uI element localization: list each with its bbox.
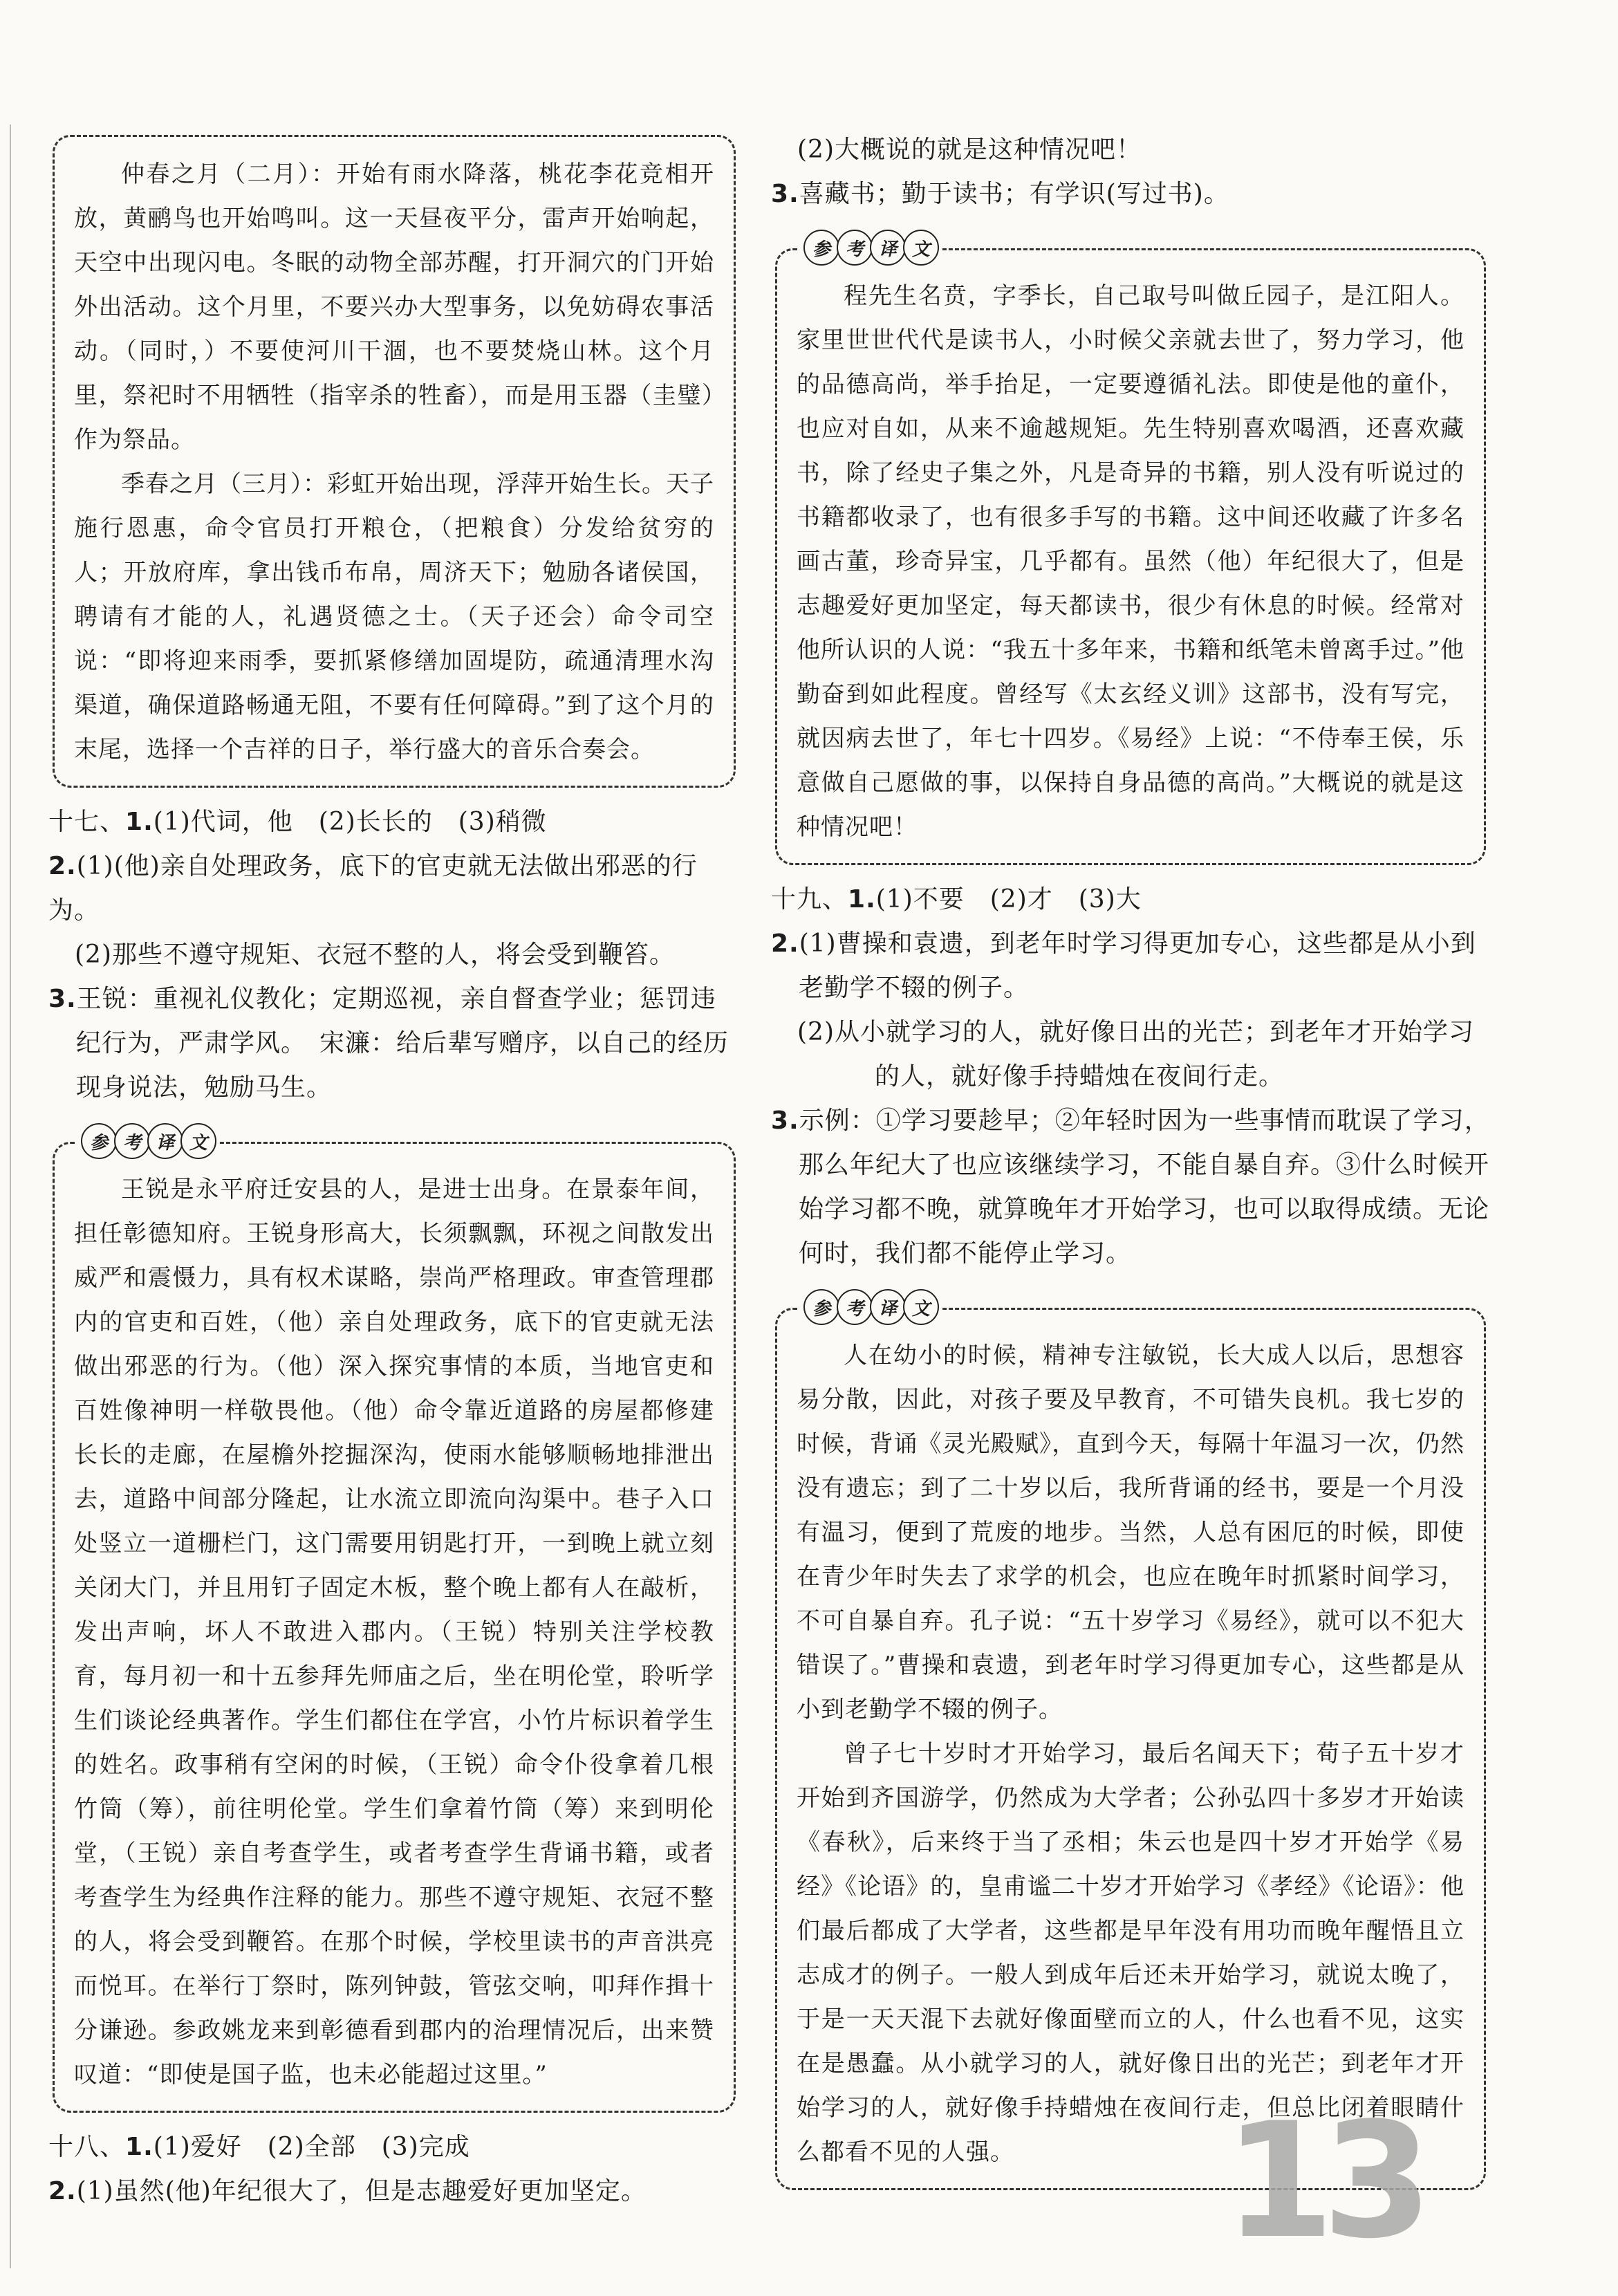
tag-char-3: 译 [147, 1123, 183, 1159]
tag2-char-4: 文 [903, 230, 939, 266]
q19-answer-3: 示例：①学习要趁早；②年轻时因为一些事情而耽误了学习，那么年纪大了也应该继续学习，不能自暴自弃。③什么时候开始学习都不晚，就算晚年才开始学习，也可以取得成绩。无论何时，我们都不能停止学习。 [799, 1107, 1490, 1268]
tag-char-4: 文 [180, 1123, 216, 1159]
tag2-char-2: 考 [837, 230, 873, 266]
frame3-paragraph-1: 程先生名贲，字季长，自己取号叫做丘园子，是江阳人。家里世世代代是读书人，小时候父亲就去世了，努力学习，他的品德高尚，举手抬足，一定要遵循礼法。即使是他的童仆，也应对自如，从来不逾越规矩。先生特别喜欢喝酒，还喜欢藏书，除了经史子集之外，凡是奇异的书籍，别人没有听说过的书籍都收录了，也有很多手写的书籍。这中间还收藏了许多名画古董，珍奇异宝，几乎都有。虽然（他）年纪很大了，但是志趣爱好更加坚定，每天都读书，很少有休息的时候。经常对他所认识的人说：“我五十多年来，书籍和纸笔未曾离手过。”他勤奋到如此程度。曾经写《太玄经义训》这部书，没有写完，就因病去世了，年七十四岁。《易经》上说：“不侍奉王侯，乐意做自己愿做的事，以保持自身品德的高尚。”大概说的就是这种情况吧！ [797, 282, 1464, 841]
q19-line-4 [771, 1099, 1490, 1276]
tag3-char-2: 考 [837, 1289, 873, 1325]
q19-line-1 [771, 878, 1490, 922]
tag2-char-1: 参 [803, 230, 839, 266]
tag2-char-3: 译 [870, 230, 906, 266]
q17-answer-3: 王锐：重视礼仪教化；定期巡视，亲自督查学业；惩罚违纪行为，严肃学风。 宋濂：给后辈写赠序，以自己的经历现身说法，勉励马生。 [76, 985, 729, 1102]
q17-line-3: (2)那些不遵守规矩、衣冠不整的人，将会受到鞭笞。 [75, 941, 675, 969]
q18-cont-line-1: (2)大概说的就是这种情况吧！ [797, 136, 1142, 164]
q19-answer-2: (1)曹操和袁遗，到老年时学习得更加专心，这些都是从小到老勤学不辍的例子。 [799, 929, 1476, 1002]
translation-frame-3 [775, 239, 1486, 865]
q18-line-2 [48, 2169, 740, 2214]
tag3-char-3: 译 [870, 1289, 906, 1325]
tag-char-1: 参 [81, 1123, 117, 1159]
reference-translation-tag [75, 1123, 219, 1159]
q17-line-1 [48, 800, 740, 844]
frame4-paragraph-2: 曾子七十岁时才开始学习，最后名闻天下；荀子五十岁才开始到齐国游学，仍然成为大学者；公孙弘四十多岁才开始读《春秋》，后来终于当了丞相；朱云也是四十岁才开始学《易经》《论语》的，皇甫谧二十岁才开始学习《孝经》《论语》：他们最后都成了大学者，这些都是早年没有用功而晚年醒悟且立志成才的例子。一般人到成年后还未开始学习，就说太晚了，于是一天天混下去就好像面壁而立的人，什么也看不见，这实在是愚蠢。从小就学习的人，就好像日出的光芒；到老年才开始学习的人，就好像手持蜡烛在夜间行走，但总比闭着眼睛什么都看不见的人强。 [797, 1740, 1464, 2166]
q18-num-1: 1. [125, 2133, 154, 2161]
q18-cont-line-2 [771, 172, 1490, 216]
q18-answer-2: (1)虽然(他)年纪很大了，但是志趣爱好更加坚定。 [76, 2177, 647, 2205]
right-column [771, 128, 1490, 2203]
q18-line-1 [48, 2125, 740, 2169]
q18-num-3: 3. [771, 180, 799, 208]
q19-num-3: 3. [771, 1107, 799, 1135]
q19-num-1: 1. [848, 885, 876, 914]
q19-line-3: (2)从小就学习的人，就好像日出的光芒；到老年才开始学习的人，就好像手持蜡烛在夜间行走。 [797, 1018, 1474, 1091]
reference-translation-tag-2 [798, 230, 942, 266]
tag3-char-4: 文 [903, 1289, 939, 1325]
left-column [48, 128, 740, 2214]
page-number: 13 [1224, 2089, 1421, 2274]
q18-answer-3: 喜藏书；勤于读书；有学识(写过书)。 [799, 180, 1229, 208]
q17-answer-2: (1)(他)亲自处理政务，底下的官吏就无法做出邪恶的行为。 [48, 852, 698, 925]
q19-line-2 [771, 922, 1490, 1010]
left-margin-rule [10, 124, 11, 2268]
frame2-paragraph-1: 王锐是永平府迁安县的人，是进士出身。在景泰年间，担任彰德知府。王锐身形高大，长须飘飘，环视之间散发出威严和震慑力，具有权术谋略，崇尚严格理政。审查管理郡内的官吏和百姓，（他）亲自处理政务，底下的官吏就无法做出邪恶的行为。（他）深入探究事情的本质，当地官吏和百姓像神明一样敬畏他。（他）命令靠近道路的房屋都修建长长的走廊，在屋檐外挖掘深沟，使雨水能够顺畅地排泄出去，道路中间部分隆起，让水流立即流向沟渠中。巷子入口处竖立一道栅栏门，这门需要用钥匙打开，一到晚上就立刻关闭大门，并且用钉子固定木板，整个晚上都有人在敲析，发出声响，坏人不敢进入郡内。（王锐）特别关注学校教育，每月初一和十五参拜先师庙之后，坐在明伦堂，聆听学生们谈论经典著作。学生们都住在学宫，小竹片标识着学生的姓名。政事稍有空闲的时候，（王锐）命令仆役拿着几根竹筒（筹），前往明伦堂。学生们拿着竹筒（筹）来到明伦堂，（王锐）亲自考查学生，或者考查学生背诵书籍，或者考查学生为经典作注释的能力。那些不遵守规矩、衣冠不整的人，将会受到鞭笞。在那个时候，学校里读书的声音洪亮而悦耳。在举行丁祭时，陈列钟鼓，管弦交响，叩拜作揖十分谦逊。参政姚龙来到彰德看到郡内的治理情况后，出来赞叹道：“即使是国子监，也未必能超过这里。” [74, 1176, 714, 2089]
q17-num-2: 2. [48, 852, 77, 880]
frame1-paragraph-1: 仲春之月（二月）：开始有雨水降落，桃花李花竞相开放，黄鹂鸟也开始鸣叫。这一天昼夜平分，雷声开始响起，天空中出现闪电。冬眠的动物全部苏醒，打开洞穴的门开始外出活动。这个月里，不要兴办大型事务，以免妨碍农事活动。（同时，）不要使河川干涸，也不要焚烧山林。这个月里，祭祀时不用牺牲（指宰杀的牲畜），而是用玉器（圭璧）作为祭品。 [74, 160, 714, 454]
q17-answer-1: (1)代词，他 (2)长长的 (3)稍微 [153, 808, 547, 836]
q17-num-3: 3. [48, 985, 77, 1013]
q18-num-2: 2. [48, 2177, 77, 2205]
q18-prefix: 十八、 [48, 2133, 126, 2161]
q17-line-4 [48, 977, 740, 1110]
q19-num-2: 2. [771, 929, 799, 958]
frame4-paragraph-1: 人在幼小的时候，精神专注敏锐，长大成人以后，思想容易分散，因此，对孩子要及早教育，不可错失良机。我七岁的时候，背诵《灵光殿赋》，直到今天，每隔十年温习一次，仍然没有遗忘；到了二十岁以后，我所背诵的经书，要是一个月没有温习，便到了荒废的地步。当然，人总有困厄的时候，即使在青少年时失去了求学的机会，也应在晚年时抓紧时间学习，不可自暴自弃。孔子说：“五十岁学习《易经》，就可以不犯大错误了。”曹操和袁遗，到老年时学习得更加专心，这些都是从小到老勤学不辍的例子。 [797, 1342, 1464, 1723]
q17-prefix: 十七、 [48, 808, 126, 836]
translation-frame-1 [53, 135, 736, 788]
q18-answer-1: (1)爱好 (2)全部 (3)完成 [153, 2133, 470, 2161]
frame1-paragraph-2: 季春之月（三月）：彩虹开始出现，浮萍开始生长。天子施行恩惠，命令官员打开粮仓，（把粮食）分发给贫穷的人；开放府库，拿出钱币布帛，周济天下；勉励各诸侯国，聘请有才能的人，礼遇贤德之士。（天子还会）命令司空说：“即将迎来雨季，要抓紧修缮加固堤防，疏通清理水沟渠道，确保道路畅通无阻，不要有任何障碍。”到了这个月的末尾，选择一个吉祥的日子，举行盛大的音乐合奏会。 [74, 470, 714, 763]
q19-prefix: 十九、 [771, 885, 848, 914]
translation-frame-4 [775, 1298, 1486, 2190]
q19-answer-1: (1)不要 (2)才 (3)大 [875, 885, 1142, 914]
tag-char-2: 考 [114, 1123, 150, 1159]
tag3-char-1: 参 [803, 1289, 839, 1325]
translation-frame-2 [53, 1132, 736, 2113]
q17-line-2 [48, 844, 740, 933]
q17-num-1: 1. [125, 808, 154, 836]
reference-translation-tag-3 [798, 1289, 942, 1325]
